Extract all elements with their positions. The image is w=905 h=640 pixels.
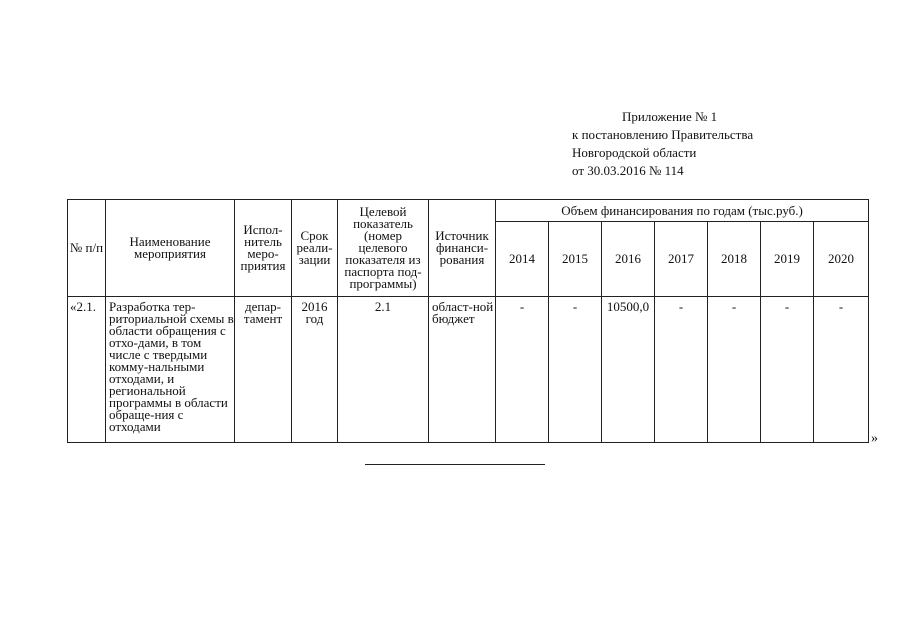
header-year: 2020 — [814, 222, 869, 297]
cell-value: 10500,0 — [602, 297, 655, 443]
header-year: 2014 — [496, 222, 549, 297]
appendix-line-1: к постановлению Правительства — [572, 127, 754, 142]
table-row — [68, 297, 869, 443]
cell-name: Разработка тер-риториальной схемы в области обращения с отхо-дами, в том числе с твердыми комму-нальными отходами, и региональной программы в области обраще-ния с отходами — [106, 297, 235, 443]
funding-table — [67, 199, 869, 443]
header-year: 2015 — [549, 222, 602, 297]
cell-source: област-ной бюджет — [429, 297, 496, 443]
header-num: № п/п — [68, 200, 106, 297]
appendix-line-3: от 30.03.2016 № 114 — [572, 163, 684, 178]
header-executor: Испол-нитель меро-приятия — [235, 200, 292, 297]
cell-num: «2.1. — [68, 297, 106, 443]
cell-term: 2016 год — [292, 297, 338, 443]
cell-executor: депар-тамент — [235, 297, 292, 443]
appendix-title: Приложение № 1 — [622, 109, 718, 124]
cell-target: 2.1 — [338, 297, 429, 443]
header-target: Целевой показатель (номер целевого показателя из паспорта под-программы) — [338, 200, 429, 297]
cell-value: - — [655, 297, 708, 443]
appendix-header — [572, 108, 753, 180]
header-year: 2018 — [708, 222, 761, 297]
header-funding: Объем финансирования по годам (тыс.руб.) — [496, 200, 869, 222]
header-year: 2017 — [655, 222, 708, 297]
cell-value: - — [549, 297, 602, 443]
header-source: Источник финанси-рования — [429, 200, 496, 297]
appendix-line-2: Новгородской области — [572, 145, 697, 160]
footnote-divider — [365, 464, 545, 465]
closing-quote: » — [871, 431, 878, 446]
cell-value: - — [708, 297, 761, 443]
header-year: 2019 — [761, 222, 814, 297]
cell-value: - — [761, 297, 814, 443]
cell-value: - — [814, 297, 869, 443]
cell-value: - — [496, 297, 549, 443]
header-term: Срок реали-зации — [292, 200, 338, 297]
header-name: Наименование мероприятия — [106, 200, 235, 297]
header-year: 2016 — [602, 222, 655, 297]
